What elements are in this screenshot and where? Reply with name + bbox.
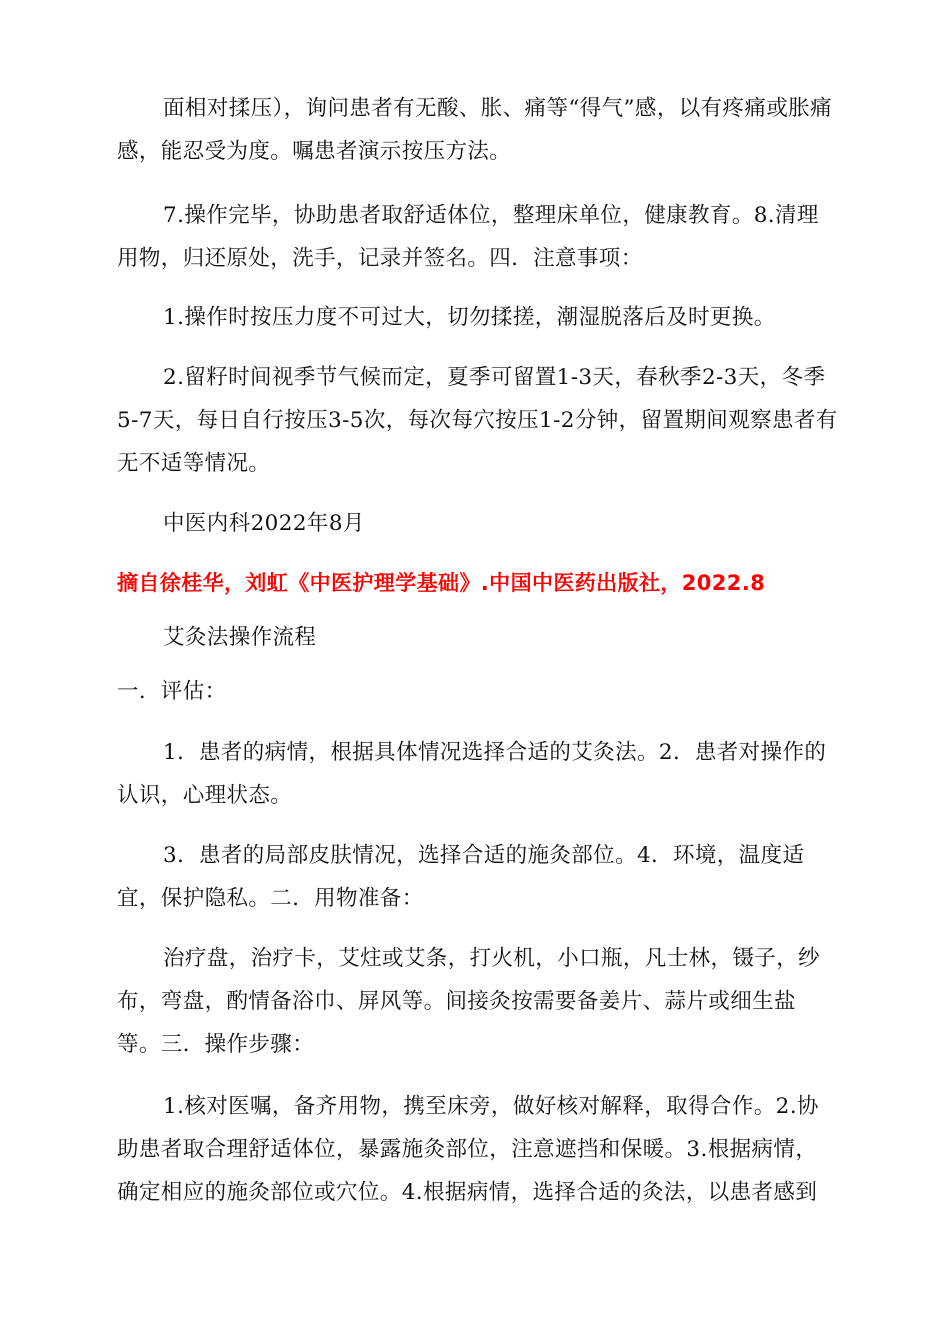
section-title-moxibustion: 艾灸法操作流程 (163, 625, 317, 650)
citation-source: 摘自徐桂华，刘虹《中医护理学基础》.中国中医药出版社，2022.8 (117, 571, 766, 595)
paragraph-supplies: 治疗盘，治疗卡，艾炷或艾条，打火机，小口瓶，凡士林，镊子，纱布，弯盘，酌情备浴巾、屏风等。间接灸按需要备姜片、蒜片或细生盐等。三．操作步骤： (117, 946, 821, 1057)
heading-assessment: 一．评估： (117, 679, 227, 704)
paragraph-caution-1: 1.操作时按压力度不可过大，切勿揉搓，潮湿脱落后及时更换。 (163, 305, 776, 330)
paragraph-procedure-steps: 1.核对医嘱，备齐用物，携至床旁，做好核对解释，取得合作。2.协助患者取合理舒适体位，暴露施灸部位，注意遮挡和保暖。3.根据病情，确定相应的施灸部位或穴位。4.根据病情，选择合适的灸法，以患者感到 (117, 1094, 819, 1205)
paragraph-caution-2: 2.留籽时间视季节气候而定，夏季可留置1-3天，春秋季2-3天，冬季5-7天，每日自行按压3-5次，每次每穴按压1-2分钟，留置期间观察患者有无不适等情况。 (117, 365, 838, 476)
paragraph-assessment-3-4: 3．患者的局部皮肤情况，选择合适的施灸部位。4．环境，温度适宜，保护隐私。二．用物准备： (117, 843, 805, 911)
paragraph-acupressure-method: 面相对揉压），询问患者有无酸、胀、痛等“得气”感，以有疼痛或胀痛感，能忍受为度。嘱患者演示按压方法。 (117, 96, 833, 164)
department-date: 中医内科2022年8月 (163, 511, 365, 536)
paragraph-assessment-1-2: 1．患者的病情，根据具体情况选择合适的艾灸法。2．患者对操作的认识，心理状态。 (117, 740, 827, 808)
paragraph-steps-7-8: 7.操作完毕，协助患者取舒适体位，整理床单位，健康教育。8.清理用物，归还原处，洗手，记录并签名。四．注意事项： (117, 203, 819, 271)
